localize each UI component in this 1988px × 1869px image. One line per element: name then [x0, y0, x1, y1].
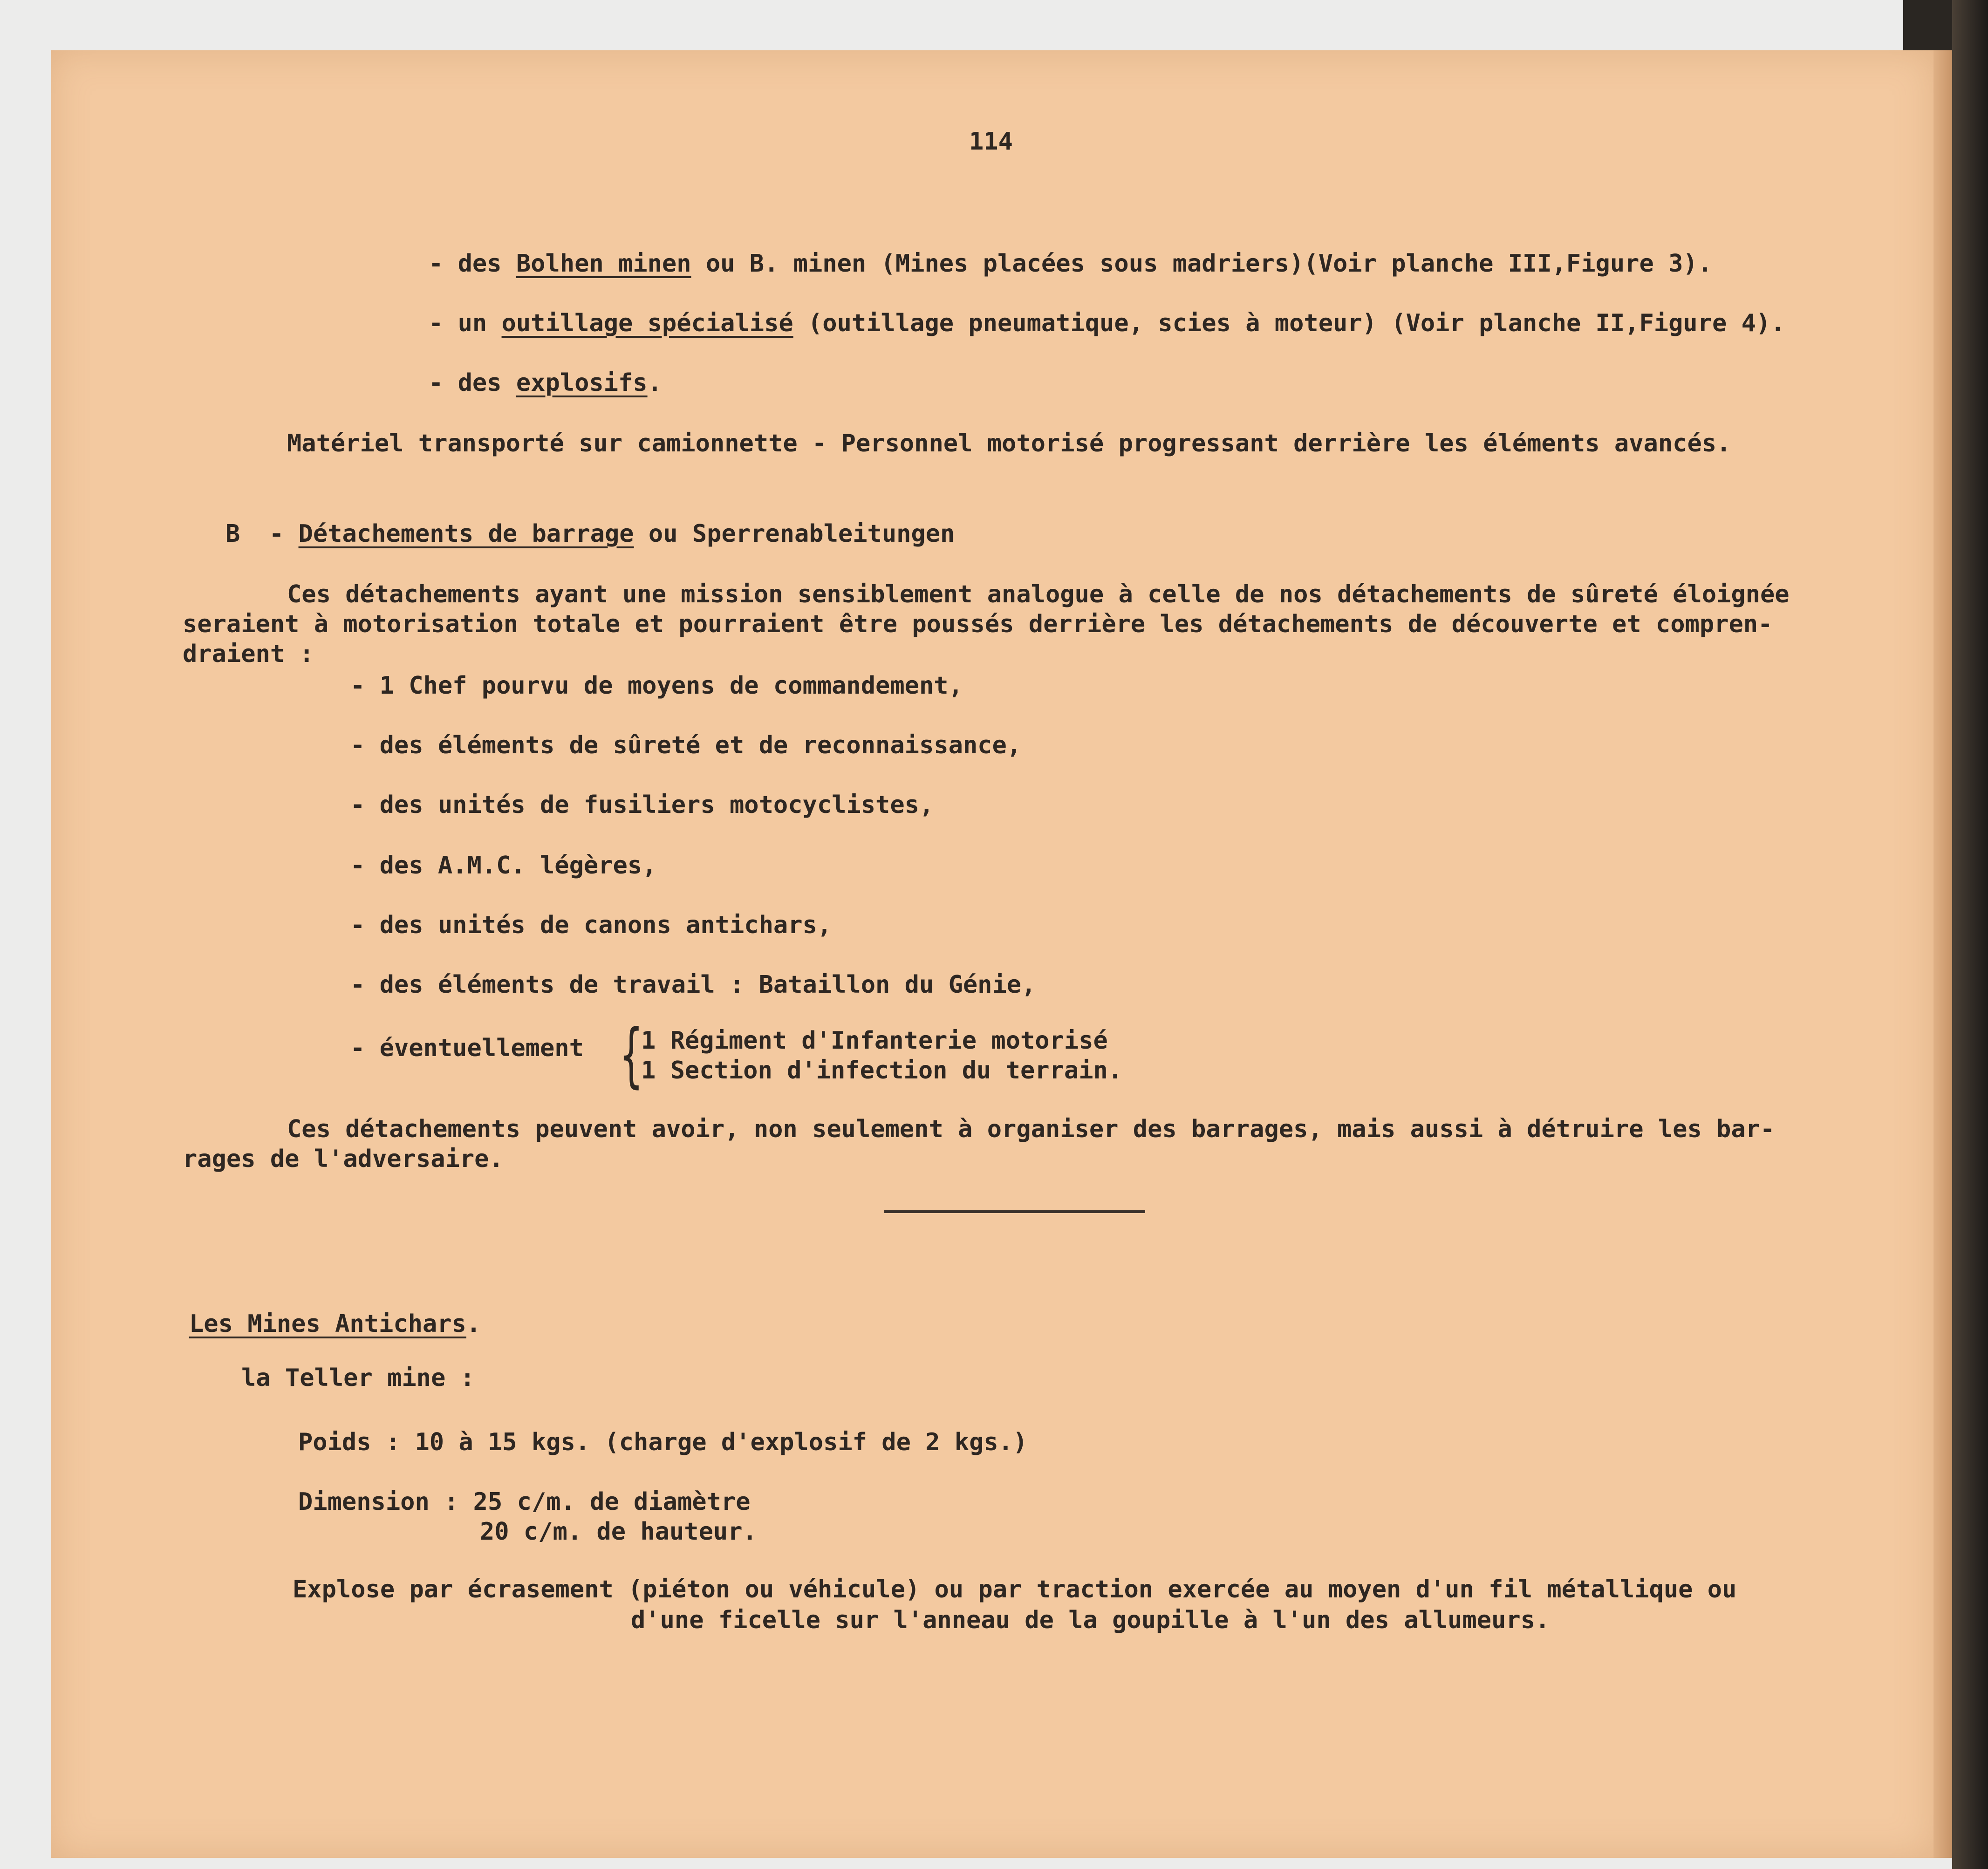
dimension-line-1: Dimension : 25 c/m. de diamètre	[298, 1488, 751, 1516]
underlined-term: explosifs	[516, 369, 648, 397]
mines-heading: Les Mines Antichars.	[189, 1310, 481, 1338]
section-b-title: Détachements de barrage	[298, 520, 634, 548]
underlined-term: Bolhen minen	[516, 250, 691, 278]
section-b-heading: B - Détachements de barrage ou Sperrenableitungen	[225, 520, 955, 548]
explose-line-2: d'une ficelle sur l'anneau de la goupille à l'un des allumeurs.	[631, 1606, 1550, 1634]
para1-line-1: Ces détachements ayant une mission sensiblement analogue à celle de nos détachements de sûreté éloignée	[287, 580, 1790, 608]
binder-spine	[1952, 0, 1988, 1869]
curly-brace: {	[620, 1015, 643, 1096]
list-item: - des unités de canons antichars,	[350, 911, 832, 939]
page-number: 114	[969, 128, 1013, 156]
para1-line-3: draient :	[183, 640, 314, 668]
list-item-outillage: - un outillage spécialisé (outillage pneumatique, scies à moteur) (Voir planche II,Figure 4).	[429, 309, 1785, 337]
list-item: - des éléments de sûreté et de reconnaissance,	[350, 731, 1022, 759]
underlined-term: outillage spécialisé	[501, 309, 793, 337]
list-item: - 1 Chef pourvu de moyens de commandement,	[350, 672, 963, 700]
eventuellement-option: 1 Régiment d'Infanterie motorisé	[641, 1027, 1108, 1055]
explose-line-1: Explose par écrasement (piéton ou véhicule) ou par traction exercée au moyen d'un fil métallique ou	[293, 1576, 1737, 1603]
list-item-bolhen-minen: - des Bolhen minen ou B. minen (Mines placées sous madriers)(Voir planche III,Figure 3).	[429, 250, 1712, 278]
binder-top	[1903, 0, 1952, 50]
separator-line	[884, 1210, 1145, 1213]
list-item: - des unités de fusiliers motocyclistes,	[350, 791, 934, 819]
teller-mine-heading: la Teller mine :	[241, 1364, 475, 1392]
dimension-line-2: 20 c/m. de hauteur.	[480, 1518, 757, 1546]
list-item: - des éléments de travail : Bataillon du Génie,	[350, 971, 1036, 999]
eventuellement-label: - éventuellement	[350, 1034, 584, 1062]
para2-line-1: Ces détachements peuvent avoir, non seulement à organiser des barrages, mais aussi à détruire les bar-	[287, 1115, 1775, 1143]
eventuellement-option: 1 Section d'infection du terrain.	[641, 1057, 1123, 1085]
poids-line: Poids : 10 à 15 kgs. (charge d'explosif de 2 kgs.)	[298, 1428, 1028, 1456]
list-item: - des A.M.C. légères,	[350, 852, 657, 880]
para1-line-2: seraient à motorisation totale et pourraient être poussés derrière les détachements de découverte et compren-	[183, 610, 1773, 638]
page-edge	[1933, 50, 1952, 1858]
para2-line-2: rages de l'adversaire.	[183, 1145, 504, 1173]
list-item-explosifs: - des explosifs.	[429, 369, 662, 397]
materiel-line: Matériel transporté sur camionnette - Personnel motorisé progressant derrière les éléments avancés.	[287, 430, 1731, 457]
